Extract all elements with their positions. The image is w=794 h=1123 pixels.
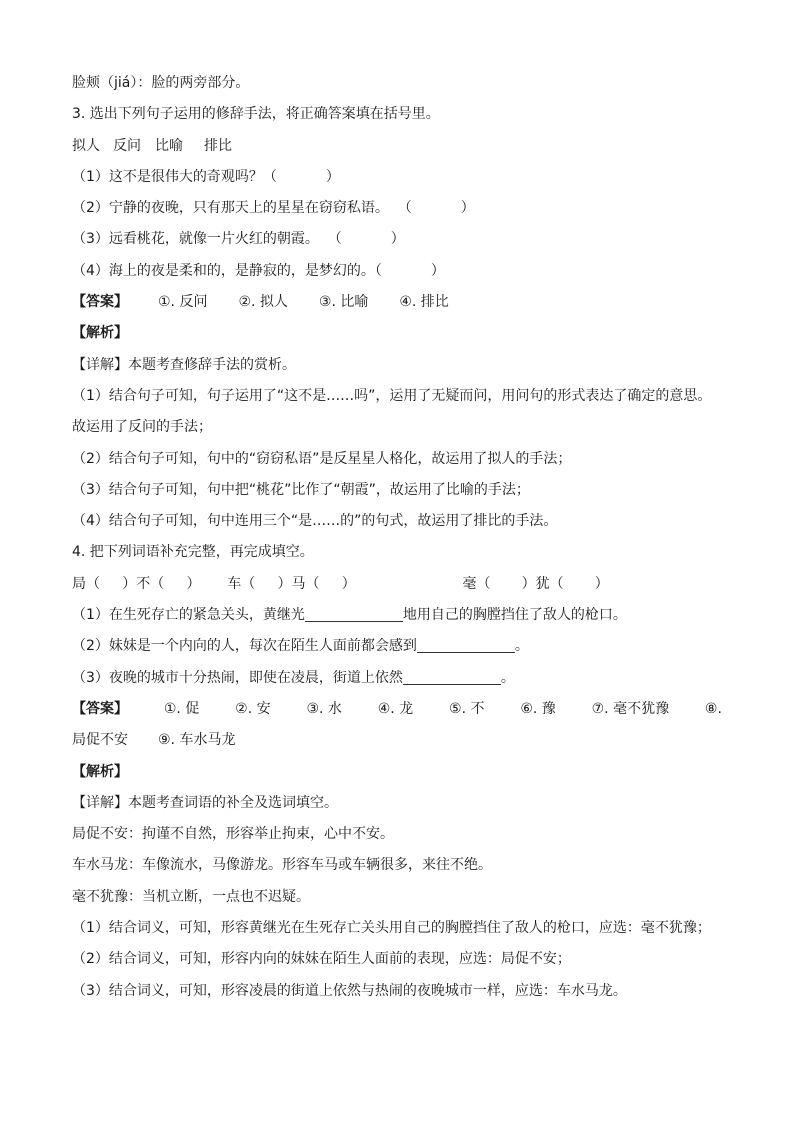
option-item: 反问 [113,137,141,154]
detail-line: 毫不犹豫：当机立断，一点也不迟疑。 [72,888,310,905]
answer-item: ③. 比喻 [318,294,369,311]
option-item: 比喻 [155,137,183,154]
answer-item: ②. 安 [235,700,271,717]
analysis-label: 【解析】 [72,763,128,780]
fill-blank-text: 。 [514,638,529,655]
answer-item: ⑦. 毫不犹豫 [591,700,670,717]
answer-label: 【答案】 [72,700,128,717]
word-blanks-line: 局（ ）不（ ） 车（ ）马（ ） 毫（ ）犹（ ） [72,575,609,592]
answer-item: ⑤. 不 [449,700,485,717]
answer-row-continued [72,725,722,756]
answer-item: ⑨. 车水马龙 [158,732,236,749]
option-list [72,131,722,162]
fill-blank-text: （2）妹妹是一个内向的人，每次在陌生人面前都会感到 [72,638,417,655]
fill-blank-text: （1）在生死存亡的紧急关头，黄继光 [72,607,305,624]
blank-underline [305,606,403,622]
option-item: 排比 [204,137,232,154]
detail-line: 【详解】本题考查词语的补全及选词填空。 [72,794,338,811]
detail-line: （2）结合句子可知，句中的“窃窃私语”是反星星人格化，故运用了拟人的手法； [72,450,572,467]
fill-blank-line [72,663,722,694]
fill-blank-line [72,600,722,631]
answer-item: ⑥. 豫 [520,700,556,717]
detail-line: 局促不安：拘谨不自然，形容举止拘束，心中不安。 [72,826,394,843]
answer-item: ⑧. [704,700,722,717]
question-item: （4）海上的夜是柔和的，是静寂的，是梦幻的。（ ） [72,262,445,279]
detail-line: 故运用了反问的手法； [72,419,212,436]
blank-underline [403,669,501,685]
answer-row [72,694,722,725]
analysis-row [72,757,722,788]
document-content [72,68,722,1007]
answer-label: 【答案】 [72,294,128,311]
question-item: （3）远看桃花，就像一片火红的朝霞。 （ ） [72,231,405,248]
answer-item: ④. 排比 [399,294,449,311]
fill-blank-line [72,631,722,662]
answer-row [72,287,722,318]
fill-blank-text: 地用自己的胸膛挡住了敌人的枪口。 [402,607,627,624]
analysis-row [72,318,722,349]
answer-item: ③. 水 [306,700,342,717]
detail-line: （1）结合句子可知，句子运用了“这不是……吗”，运用了无疑而问，用问句的形式表达了确定的意思。 [72,387,712,404]
detail-line: （2）结合词义，可知，形容内向的妹妹在陌生人面前的表现，应选：局促不安； [72,951,571,968]
analysis-label: 【解析】 [72,325,128,342]
blank-underline [417,637,515,653]
question-item: （1）这不是很伟大的奇观吗？（ ） [72,168,340,185]
question-item: （2）宁静的夜晚，只有那天上的星星在窃窃私语。 （ ） [72,200,475,217]
option-item: 拟人 [72,137,100,154]
question-4-stem: 4. 把下列词语补充完整，再完成填空。 [72,544,314,561]
detail-line: 车水马龙：车像流水，马像游龙。形容车马或车辆很多，来往不绝。 [72,857,492,874]
detail-line: （4）结合句子可知，句中连用三个“是……的”的句式，故运用了排比的手法。 [72,513,558,530]
fill-blank-text: （3）夜晚的城市十分热闹，即使在凌晨，街道上依然 [72,669,403,686]
answer-item: ④. 龙 [377,700,414,717]
question-3-stem: 3. 选出下列句子运用的修辞手法，将正确答案填在括号里。 [72,106,440,123]
answer-item: ①. 促 [163,700,200,717]
detail-line: （3）结合句子可知，句中把“桃花”比作了“朝霞”，故运用了比喻的手法； [72,481,530,498]
answer-item: ②. 拟人 [238,294,288,311]
detail-line: （1）结合词义，可知，形容黄继光在生死存亡关头用自己的胸膛挡住了敌人的枪口，应选：毫不犹豫； [72,920,711,937]
answer-item: ①. 反问 [158,294,208,311]
answer-item: 局促不安 [72,732,128,749]
detail-line: 【详解】本题考查修辞手法的赏析。 [72,356,296,373]
definition-line: 脸颊（jiá）：脸的两旁部分。 [72,75,250,91]
detail-line: （3）结合词义，可知，形容凌晨的街道上依然与热闹的夜晚城市一样，应选：车水马龙。 [72,982,627,999]
fill-blank-text: 。 [500,669,515,686]
